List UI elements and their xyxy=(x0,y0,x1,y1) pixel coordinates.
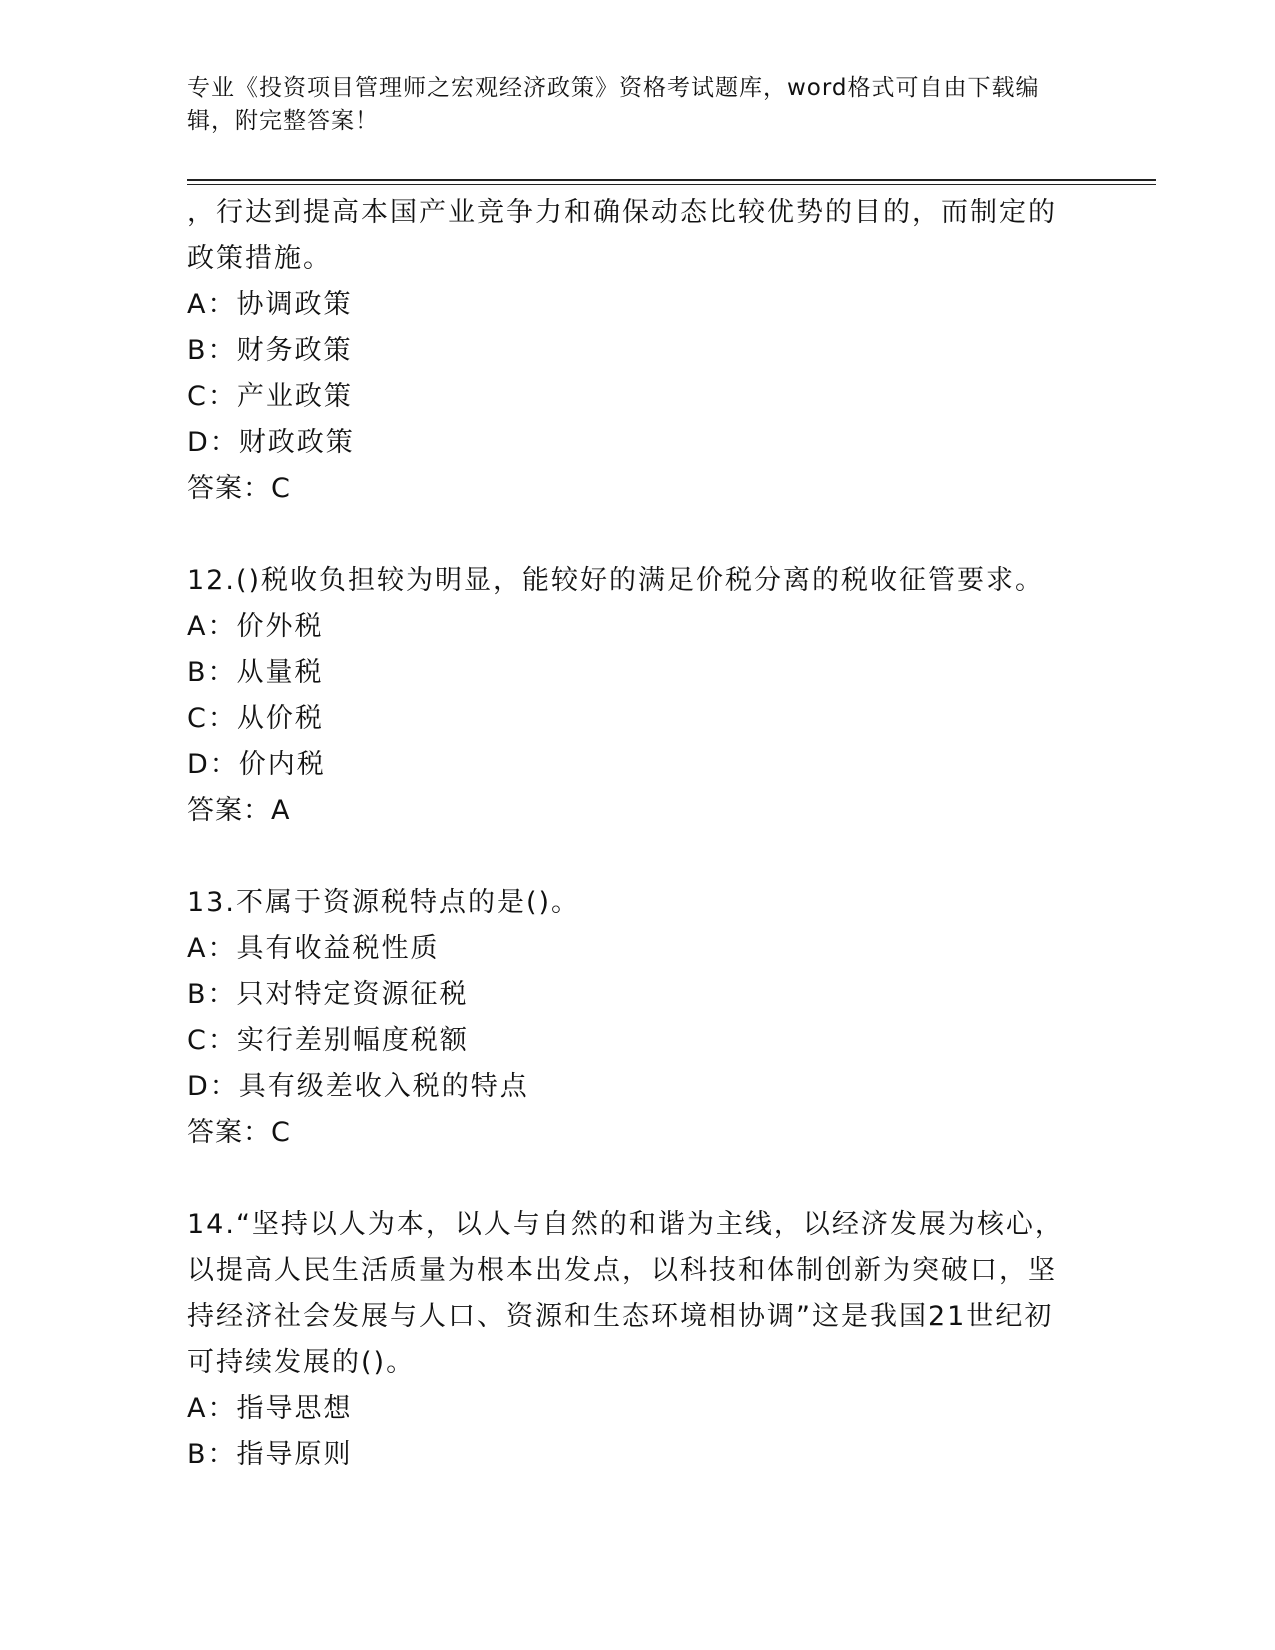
question-text: 以提高人民生活质量为根本出发点，以科技和体制创新为突破口，坚 xyxy=(187,1255,1057,1286)
question-text: 12.()税收负担较为明显，能较好的满足价税分离的税收征管要求。 xyxy=(187,565,1045,596)
question-text: 持经济社会发展与人口、资源和生态环境相协调”这是我国21世纪初 xyxy=(187,1301,1054,1332)
question-12 xyxy=(187,558,1087,834)
option-d: D：财政政策 xyxy=(187,427,355,458)
document-header xyxy=(187,72,1067,138)
header-line-1: 专业《投资项目管理师之宏观经济政策》资格考试题库，word格式可自由下载编 xyxy=(187,75,1040,101)
question-list xyxy=(187,190,1087,1478)
option-a: A：指导思想 xyxy=(187,1393,353,1424)
answer-line: 答案：C xyxy=(187,473,291,504)
option-c: C：从价税 xyxy=(187,703,324,734)
question-11 xyxy=(187,190,1087,512)
header-rule-thin xyxy=(187,184,1156,185)
question-text: 政策措施。 xyxy=(187,243,332,274)
spacer xyxy=(187,512,1087,558)
option-b: B：财务政策 xyxy=(187,335,353,366)
spacer xyxy=(187,1156,1087,1202)
question-14 xyxy=(187,1202,1087,1478)
option-b: B：只对特定资源征税 xyxy=(187,979,469,1010)
option-c: C：产业政策 xyxy=(187,381,353,412)
option-c: C：实行差别幅度税额 xyxy=(187,1025,469,1056)
question-text: 14.“坚持以人为本，以人与自然的和谐为主线，以经济发展为核心， xyxy=(187,1209,1064,1240)
header-line-2: 辑，附完整答案！ xyxy=(187,108,379,134)
question-13 xyxy=(187,880,1087,1156)
option-b: B：从量税 xyxy=(187,657,324,688)
question-text: 13.不属于资源税特点的是()。 xyxy=(187,887,581,918)
option-a: A：价外税 xyxy=(187,611,324,642)
question-text: ，行达到提高本国产业竞争力和确保动态比较优势的目的，而制定的 xyxy=(187,197,1057,228)
answer-line: 答案：C xyxy=(187,1117,291,1148)
answer-line: 答案：A xyxy=(187,795,291,826)
option-d: D：价内税 xyxy=(187,749,326,780)
option-a: A：具有收益税性质 xyxy=(187,933,440,964)
header-rule-thick xyxy=(187,179,1156,181)
option-d: D：具有级差收入税的特点 xyxy=(187,1071,529,1102)
question-text: 可持续发展的()。 xyxy=(187,1347,416,1378)
option-b: B：指导原则 xyxy=(187,1439,353,1470)
spacer xyxy=(187,834,1087,880)
option-a: A：协调政策 xyxy=(187,289,353,320)
